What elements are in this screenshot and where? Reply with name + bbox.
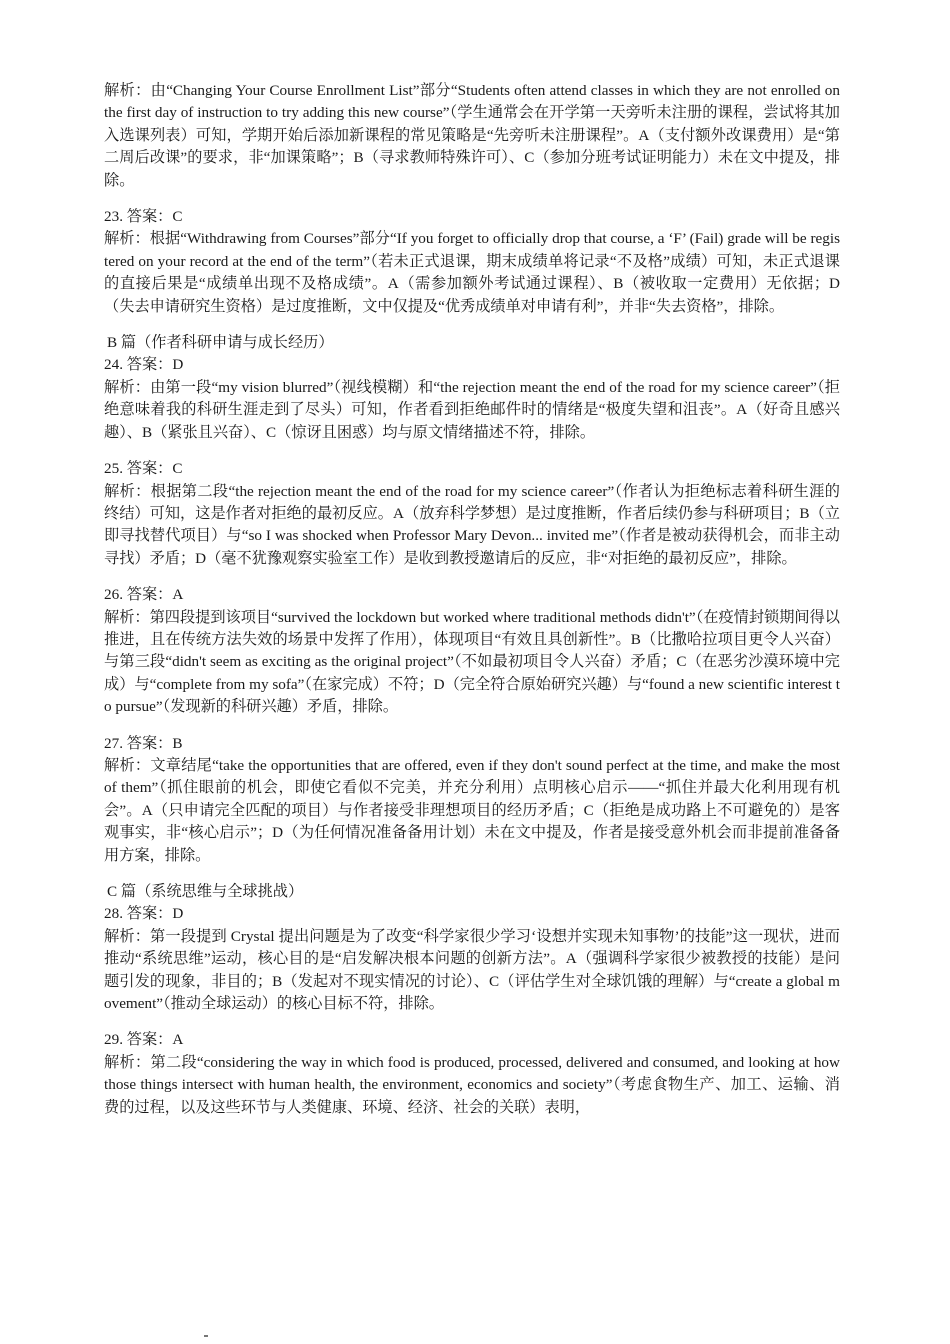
analysis-text: 解析：第二段“considering the way in which food is produced, processed, delivered and consumed, and looking at how those things intersect with human health, the environment, economics and society”（考虑食物生产、加工、运输、消费的过程，以及这些环节与人类健康、环境、经济、社会的关联）表明， — [104, 1053, 840, 1116]
analysis-text: 解析：根据“Withdrawing from Courses”部分“If you forget to officially drop that course, a ‘F’ (Fail) grade will be registered on your record at the end of the term”（若未正式退课，期末成绩单将记录“不及格”成绩）可知，未正式退课的直接后果是“成绩单出现不及格成绩”。A（需参加额外考试通过课程）、B（被收取一定费用）无依据；D（失去申请研究生资格）是过度推断，文中仅提及“优秀成绩单对申请有利”，并非“失去资格”，排除。 — [104, 230, 840, 315]
page-edge-mark — [204, 1335, 208, 1337]
answer-line: 26. 答案：A — [104, 586, 184, 604]
analysis-text: 解析：由第一段“my vision blurred”（视线模糊）和“the rejection meant the end of the road for my science career”（拒绝意味着我的科研生涯走到了尽头）可知，作者看到拒绝邮件时的情绪是“极度失望和沮丧”。A（好奇且感兴趣）、B（紧张且兴奋）、C（惊讶且困惑）均与原文情绪描述不符，排除。 — [104, 378, 840, 441]
answer-line: 23. 答案：C — [104, 208, 183, 226]
section-b — [104, 332, 840, 444]
question-block-26 — [104, 584, 840, 718]
question-block-23 — [104, 206, 840, 318]
analysis-text: 解析：第一段提到 Crystal 提出问题是为了改变“科学家很少学习‘设想并实现未知事物’的技能”这一现状，进而推动“系统思维”运动，核心目的是“启发解决根本问题的创新方法”。A（强调科学家很少被教授的技能）是问题引发的现象，非目的；B（发起对不现实情况的讨论）、C（评估学生对全球饥饿的理解）与“create a global movement”（推动全球运动）的核心目标不符，排除。 — [104, 927, 840, 1013]
section-title: C 篇（系统思维与全球挑战） — [107, 883, 304, 900]
answer-line: 29. 答案：A — [104, 1031, 184, 1049]
answer-line: 25. 答案：C — [104, 460, 183, 478]
analysis-text: 解析：第四段提到该项目“survived the lockdown but worked where traditional methods didn't”（在疫情封锁期间得以推进，且在传统方法失效的场景中发挥了作用），体现项目“有效且具创新性”。B（比撒哈拉项目更令人兴奋）与第三段“didn't seem as exciting as the original project”（不如最初项目令人兴奋）矛盾；C（在恶劣沙漠环境中完成）与“complete from my sofa”（在家完成）不符；D（完全符合原始研究兴趣）与“found a new scientific interest to pursue”（发现新的科研兴趣）矛盾，排除。 — [104, 608, 840, 716]
analysis-text: 解析：文章结尾“take the opportunities that are offered, even if they don't sound perfect at the time, and make the most of them”（抓住眼前的机会，即使它看似不完美，并充分利用）点明核心启示——“抓住并最大化利用现有机会”。A（只申请完全匹配的项目）与作者接受非理想项目的经历矛盾；C（拒绝是成功路上不可避免的）是客观事实，非“核心启示”；D（为任何情况准备备用计划）未在文中提及，作者是接受意外机会而非提前准备备用方案，排除。 — [104, 756, 840, 864]
analysis-block-22 — [104, 80, 840, 192]
analysis-text: 解析：根据第二段“the rejection meant the end of the road for my science career”（作者认为拒绝标志着科研生涯的终结）可知，这是作者对拒绝的最初反应。A（放弃科学梦想）是过度推断，作者后续仍参与科研项目；B（立即寻找替代项目）与“so I was shocked when Professor Mary Devon... invited me”（作者是被动获得机会，而非主动寻找）矛盾；D（毫不犹豫观察实验室工作）是收到教授邀请后的反应，非“对拒绝的最初反应”，排除。 — [104, 482, 840, 567]
answer-line: 28. 答案：D — [104, 905, 184, 923]
question-block-27 — [104, 733, 840, 867]
question-block-29 — [104, 1029, 840, 1119]
question-block-25 — [104, 458, 840, 570]
analysis-text: 解析：由“Changing Your Course Enrollment List”部分“Students often attend classes in which they are not enrolled on the first day of instruction to try adding this new course”（学生通常会在开学第一天旁听未注册的课程，尝试将其加入选课列表）可知，学期开始后添加新课程的常见策略是“先旁听未注册课程”。A（支付额外改课费用）是“第二周后改课”的要求，非“加课策略”；B（寻求教师特殊许可）、C（参加分班考试证明能力）未在文中提及，排除。 — [104, 82, 840, 189]
section-title: B 篇（作者科研申请与成长经历） — [107, 334, 334, 352]
section-c — [104, 881, 840, 1015]
answer-line: 27. 答案：B — [104, 734, 183, 752]
document-page — [104, 80, 840, 1119]
answer-line: 24. 答案：D — [104, 356, 184, 374]
